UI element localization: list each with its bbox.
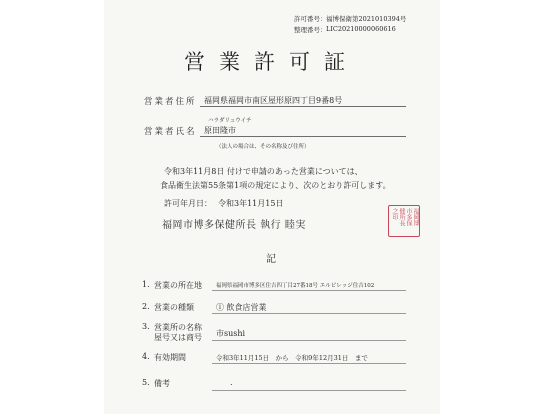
permit-date-value: 令和3年11月15日 <box>218 199 284 208</box>
reference-number-label: 整理番号： <box>294 26 327 34</box>
item-2-underline <box>212 313 406 314</box>
name-reading: ハラダリュウイチ <box>208 118 252 124</box>
item-3-label-2: 屋号又は商号 <box>154 333 202 342</box>
name-underline <box>200 136 406 137</box>
item-4-value: 令和3年11月15日 から 令和9年12月31日 まで <box>216 354 368 362</box>
business-name-label: 営業者氏名 <box>144 127 197 137</box>
issuer-name: 福岡市博多保健所長 執行 睦実 <box>162 220 306 231</box>
item-5-underline <box>212 390 406 391</box>
item-1-number: 1. <box>142 280 150 289</box>
item-3-value: 市sushi <box>216 329 246 338</box>
seal-text-2: 市多保 <box>405 208 412 226</box>
address-underline <box>200 106 406 107</box>
item-1-underline <box>212 290 406 291</box>
item-3-number: 3. <box>142 322 150 331</box>
item-2-value: ① 飲食店営業 <box>216 303 267 312</box>
ki-heading: 記 <box>266 254 276 265</box>
item-2-label: 営業の種類 <box>154 303 194 312</box>
body-text-line-2: 食品衛生法第55条第1項の規定により、次のとおり許可します。 <box>160 181 391 190</box>
document-title: 営業許可証 <box>184 50 359 74</box>
business-address-label: 営業者住所 <box>144 97 197 107</box>
corporate-note: （法人の場合は、その名称及び住所） <box>216 144 310 150</box>
item-1-label: 営業の所在地 <box>154 281 202 290</box>
permit-date-label: 許可年月日： <box>164 199 212 208</box>
official-seal <box>388 205 420 237</box>
item-3-label: 営業所の名称 <box>154 323 202 332</box>
permit-document <box>104 0 440 414</box>
seal-text-3: 健所長 <box>398 208 405 226</box>
item-4-underline <box>212 363 406 364</box>
reference-number-value: LIC20210000060616 <box>326 25 396 33</box>
item-3-underline <box>212 340 406 341</box>
body-text-line-1: 令和3年11月8日 付けで申請のあった営業については、 <box>164 167 363 176</box>
item-5-value: . <box>230 378 233 387</box>
item-4-label: 有効期間 <box>154 353 186 362</box>
seal-text-1: 福岡博 <box>412 208 419 226</box>
item-1-value: 福岡県福岡市博多区住吉四丁目27番18号 エルビレッジ住吉102 <box>216 283 375 289</box>
permit-number-label: 許可番号： <box>294 15 327 23</box>
item-5-number: 5. <box>142 378 150 387</box>
business-address-value: 福岡県福岡市南区屋形原四丁目9番8号 <box>204 96 343 105</box>
business-name-value: 原田隆市 <box>204 126 236 135</box>
item-4-number: 4. <box>142 352 150 361</box>
item-2-number: 2. <box>142 302 150 311</box>
item-5-label: 備考 <box>154 379 170 388</box>
seal-text-4: 之印 <box>391 208 398 220</box>
permit-number-value: 福博保衛第2021010394号 <box>326 15 407 23</box>
